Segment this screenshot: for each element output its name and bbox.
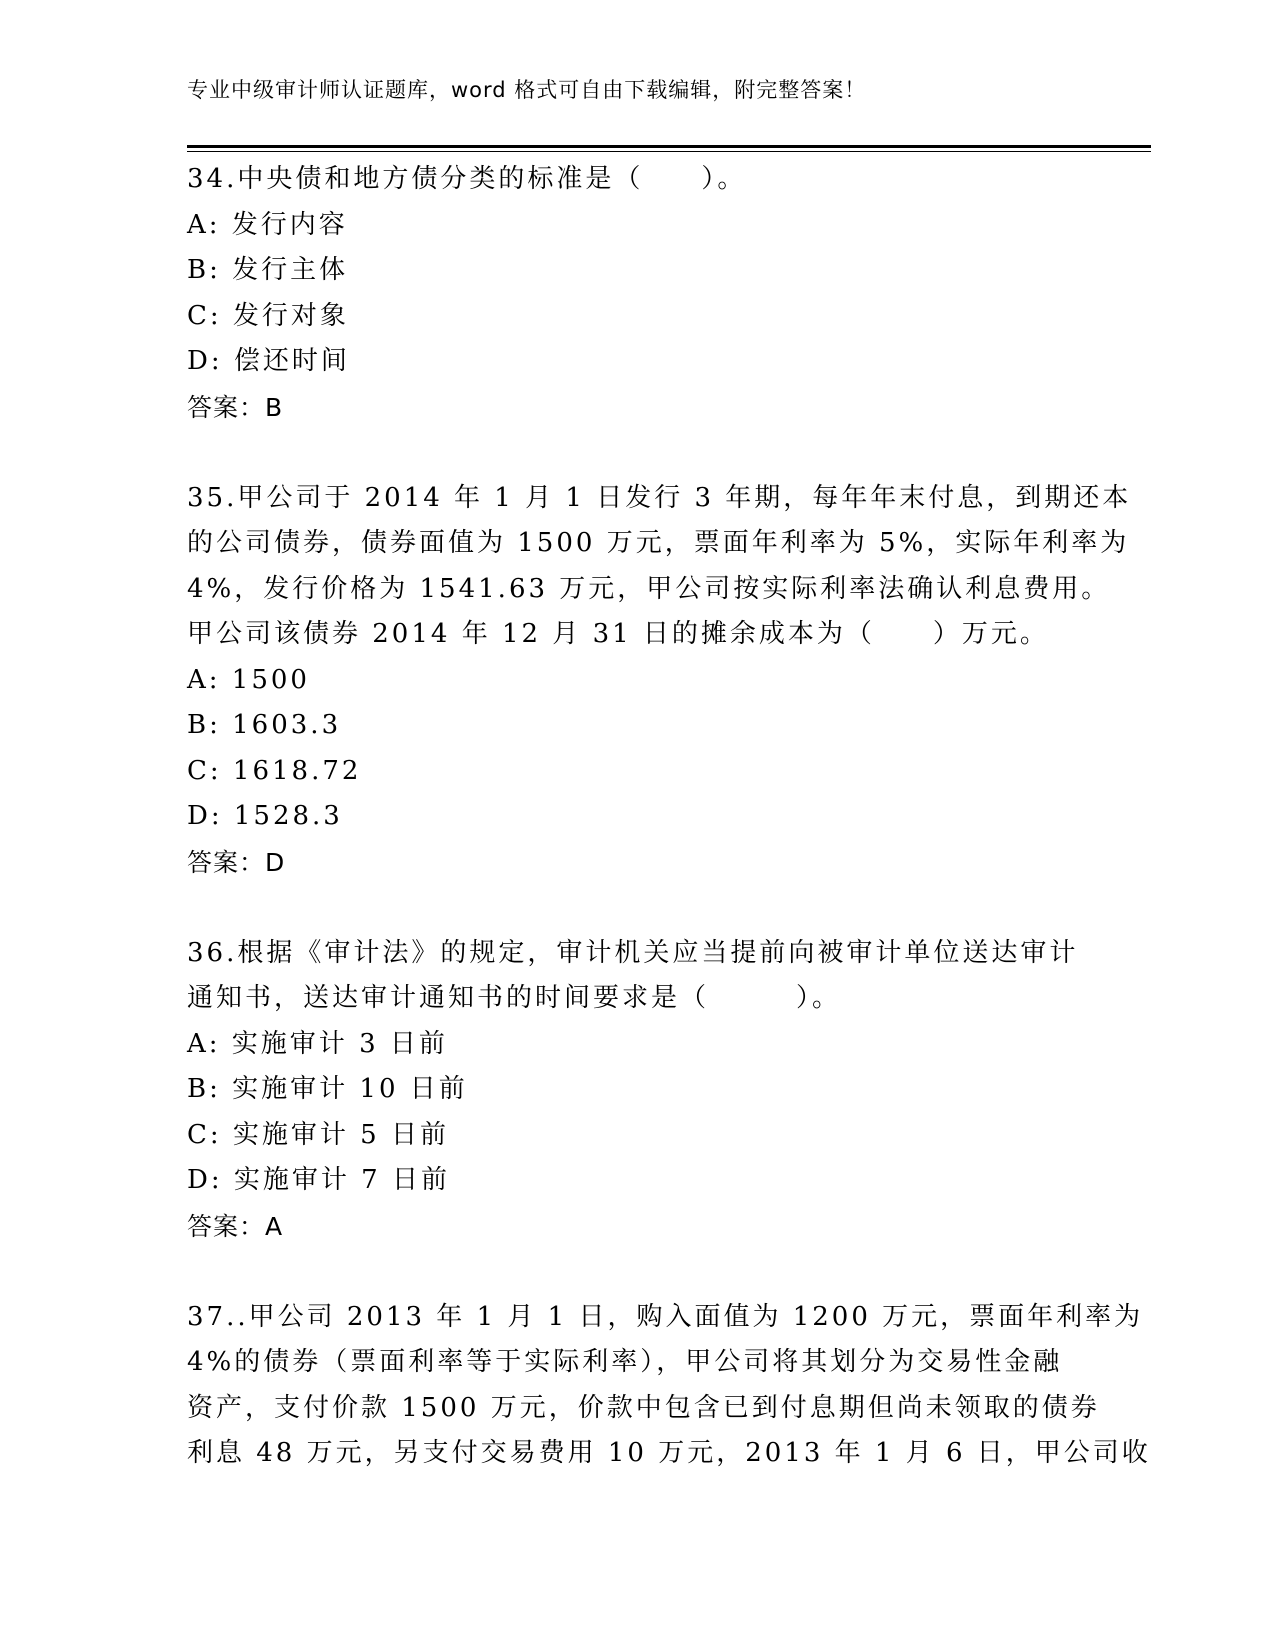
answer-line: 答案：B: [187, 392, 284, 422]
question-36: [187, 931, 1087, 1250]
question-stem: 34.中央债和地方债分类的标准是（ ）。: [187, 164, 747, 194]
option-c: C: 实施审计 5 日前: [187, 1119, 449, 1150]
option-c: C: 发行对象: [187, 300, 349, 331]
answer-line: 答案：D: [187, 847, 286, 877]
spacer: [187, 430, 1087, 476]
question-stem: 利息 48 万元，另支付交易费用 10 万元，2013 年 1 月 6 日，甲公司收: [187, 1438, 1151, 1468]
answer-line: 答案：A: [187, 1211, 284, 1241]
header-rule-thick: [187, 145, 1151, 148]
option-d: D: 1528.3: [187, 801, 343, 831]
spacer: [187, 1249, 1087, 1295]
option-d: D: 实施审计 7 日前: [187, 1165, 450, 1195]
question-list: [187, 157, 1151, 1477]
option-c: C: 1618.72: [187, 755, 362, 786]
header-rule-thin: [187, 151, 1151, 152]
option-a: A: 1500: [187, 664, 310, 695]
question-37: [187, 1295, 1151, 1477]
question-stem: 通知书，送达审计通知书的时间要求是（ ）。: [187, 983, 842, 1013]
option-a: A: 实施审计 3 日前: [187, 1028, 448, 1059]
option-a: A: 发行内容: [187, 209, 348, 240]
option-b: B: 实施审计 10 日前: [187, 1074, 468, 1104]
question-stem: 甲公司该债券 2014 年 12 月 31 日的摊余成本为（ ）万元。: [187, 619, 1049, 649]
option-d: D: 偿还时间: [187, 346, 350, 376]
question-stem: 4%的债券（票面利率等于实际利率），甲公司将其划分为交易性金融: [187, 1347, 1063, 1377]
option-b: B: 1603.3: [187, 710, 342, 740]
spacer: [187, 885, 1087, 931]
question-stem: 35.甲公司于 2014 年 1 月 1 日发行 3 年期，每年年末付息，到期还本: [187, 482, 1132, 513]
page-header: 专业中级审计师认证题库，word 格式可自由下载编辑，附完整答案！: [187, 78, 867, 102]
question-stem: 36.根据《审计法》的规定，审计机关应当提前向被审计单位送达审计: [187, 937, 1079, 968]
option-b: B: 发行主体: [187, 255, 349, 285]
question-stem: 4%，发行价格为 1541.63 万元，甲公司按实际利率法确认利息费用。: [187, 573, 1111, 604]
question-stem: 37..甲公司 2013 年 1 月 1 日，购入面值为 1200 万元，票面年利率为: [187, 1301, 1144, 1332]
question-34: [187, 157, 1087, 430]
question-35: [187, 476, 1132, 886]
question-stem: 的公司债券，债券面值为 1500 万元，票面年利率为 5%，实际年利率为: [187, 528, 1130, 558]
question-stem: 资产，支付价款 1500 万元，价款中包含已到付息期但尚未领取的债券: [187, 1392, 1100, 1423]
